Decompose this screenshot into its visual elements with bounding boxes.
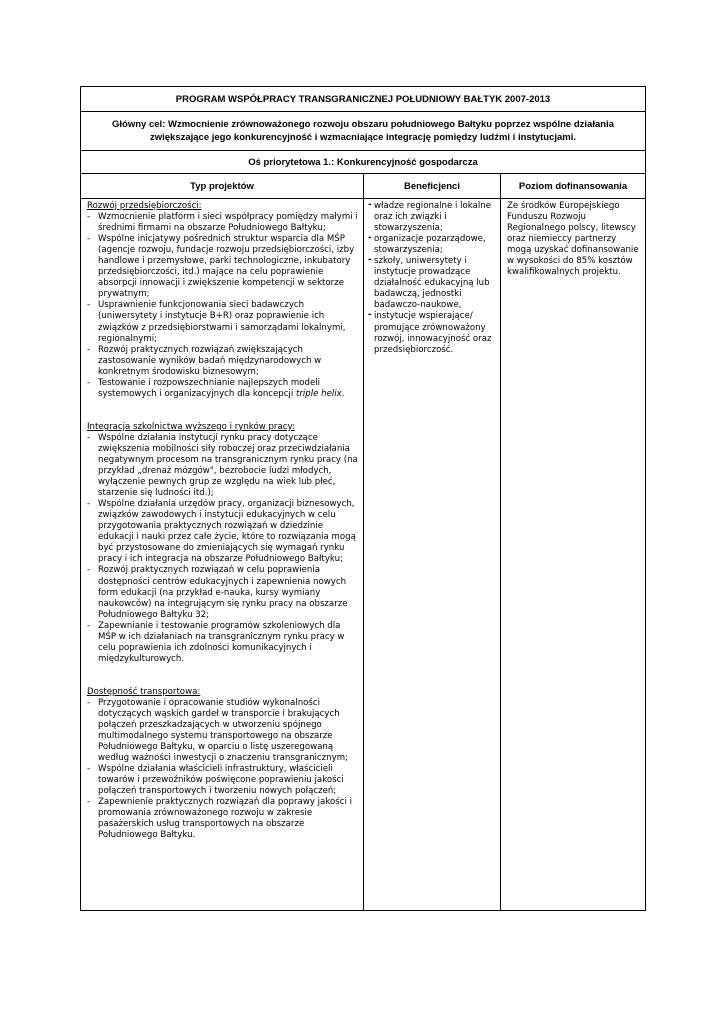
beneficiary-item: - instytucje wspierające/ promujące zrównoważony rozwój, innowacyjność oraz przedsiębiorczość. — [368, 311, 496, 355]
section-title: Integracja szkolnictwa wyższego i rynków pracy: — [87, 421, 295, 432]
list-item: - Usprawnienie funkcjonowania sieci badawczych (uniwersytety i instytucje B+R) oraz poprawienie ich związków z przedsiębiorstwami i samorządami lokalnymi, regionalnymi; — [87, 300, 359, 344]
list-item: - Wspólne działania urzędów pracy, organizacji biznesowych, związków zawodowych i instytucji edukacyjnych w celu przygotowania praktycznych rozwiązań w dziedzinie edukacji i nauki przez całe życie, które to rozwiązania mogą być przystosowane do zmieniających się wymagań rynku pracy i ich integracja na obszarze Południowego Bałtyku; — [87, 499, 359, 565]
funding-cell — [501, 199, 646, 911]
list-item: - Wspólne inicjatywy pośrednich struktur wsparcia dla MŚP (agencje rozwoju, fundacje rozwoju przedsiębiorczości, izby handlowe i przemysłowe, parki technologiczne, inkubatory przedsiębiorczości, itd.) mające na celu poprawienie absorpcji innowacji i zwiększenie kompetencji w sektorze prywatnym; — [87, 234, 359, 300]
section-education-labour — [87, 422, 359, 665]
list-item: - Zapewnianie i testowanie programów szkoleniowych dla MŚP w ich działaniach na transgranicznym rynku pracy w celu poprawienia ich zdolności komunikacyjnych i międzykulturowych. — [87, 621, 359, 665]
project-types-cell — [81, 199, 364, 911]
list-item: - Zapewnienie praktycznych rozwiązań dla poprawy jakości i promowania zrównoważonego rozwoju w zakresie pasażerskich usług transportowych na obszarze Południowego Bałtyku. — [87, 797, 359, 841]
list-item-text: Testowanie i rozpowszechnianie najlepszych modeli systemowych i organizacyjnych dla koncepcji — [98, 377, 321, 399]
program-title: PROGRAM WSPÓŁPRACY TRANSGRANICZNEJ POŁUDNIOWY BAŁTYK 2007-2013 — [81, 87, 646, 112]
main-goal: Główny cel: Wzmocnienie zrównoważonego rozwoju obszaru południowego Bałtyku poprzez wspólne działania zwiększające jego konkurencyjność i wzmacniające integrację pomiędzy ludźmi i instytucjami. — [81, 112, 646, 151]
document-page — [80, 86, 645, 911]
list-item: - Wspólne działania instytucji rynku pracy dotyczące zwiększenia mobilności siły roboczej oraz przeciwdziałania negatywnym procesom na transgranicznym rynku pracy (na przykład „drenaż mózgów", bezrobocie ludzi młodych, wyłączenie pewnych grup ze względu na wiek lub płeć, starzenie się ludności itd.); — [87, 433, 359, 499]
beneficiary-item: - władze regionalne i lokalne oraz ich związki i stowarzyszenia; — [368, 201, 496, 234]
priority-axis: Oś priorytetowa 1.: Konkurencyjność gospodarcza — [81, 151, 646, 174]
section-title: Dostępność transportowa: — [87, 686, 201, 697]
list-item: - Rozwój praktycznych rozwiązań w celu poprawienia dostępności centrów edukacyjnych i zapewnienia nowych form edukacji (na przykład e-nauka, kursy wymiany naukowców) na integrującym się rynku pracy na obszarze Południowego Bałtyku 32; — [87, 565, 359, 620]
section-entrepreneurship — [87, 201, 359, 400]
list-item: - Rozwój praktycznych rozwiązań zwiększających zastosowanie wyników badań międzynarodowych w konkretnym środowisku biznesowym; — [87, 345, 359, 378]
beneficiary-item: - szkoły, uniwersytety i instytucje prowadzące działalność edukacyjną lub badawczą, jednostki badawczo-naukowe, — [368, 256, 496, 311]
beneficiary-item: - organizacje pozarządowe, stowarzyszenia; — [368, 234, 496, 256]
column-header-beneficiaries: Beneficjenci — [364, 174, 501, 199]
italic-term: triple helix — [295, 388, 342, 399]
column-header-funding: Poziom dofinansowania — [501, 174, 646, 199]
section-transport — [87, 687, 359, 842]
beneficiaries-cell — [364, 199, 501, 911]
section-title: Rozwój przedsiębiorczości: — [87, 201, 202, 211]
program-table — [80, 86, 646, 911]
list-item: - Wzmocnienie platform i sieci współpracy pomiędzy małymi i średnimi firmami na obszarze Południowego Bałtyku; — [87, 212, 359, 234]
column-header-types: Typ projektów — [81, 174, 364, 199]
list-item: - Przygotowanie i opracowanie studiów wykonalności dotyczących wąskich gardeł w transporcie i brakujących połączeń przeszkadzających w utworzeniu spójnego multimodalnego systemu transportowego na obszarze Południowego Bałtyku, w oparciu o listę uszeregowaną według ważności inwestycji o znaczeniu transgranicznym; — [87, 698, 359, 764]
funding-text: Ze środków Europejskiego Funduszu Rozwoju Regionalnego polscy, litewscy oraz niemieccy partnerzy mogą uzyskać dofinansowanie w wysokości do 85% kosztów kwalifikowalnych projektu. — [507, 201, 639, 278]
list-item-end: . — [341, 388, 345, 399]
list-item — [87, 378, 359, 400]
list-item: - Wspólne działania właścicieli infrastruktury, właścicieli towarów i przewoźników poświęcone poprawieniu jakości połączeń transportowych i tworzeniu nowych połączeń; — [87, 764, 359, 797]
